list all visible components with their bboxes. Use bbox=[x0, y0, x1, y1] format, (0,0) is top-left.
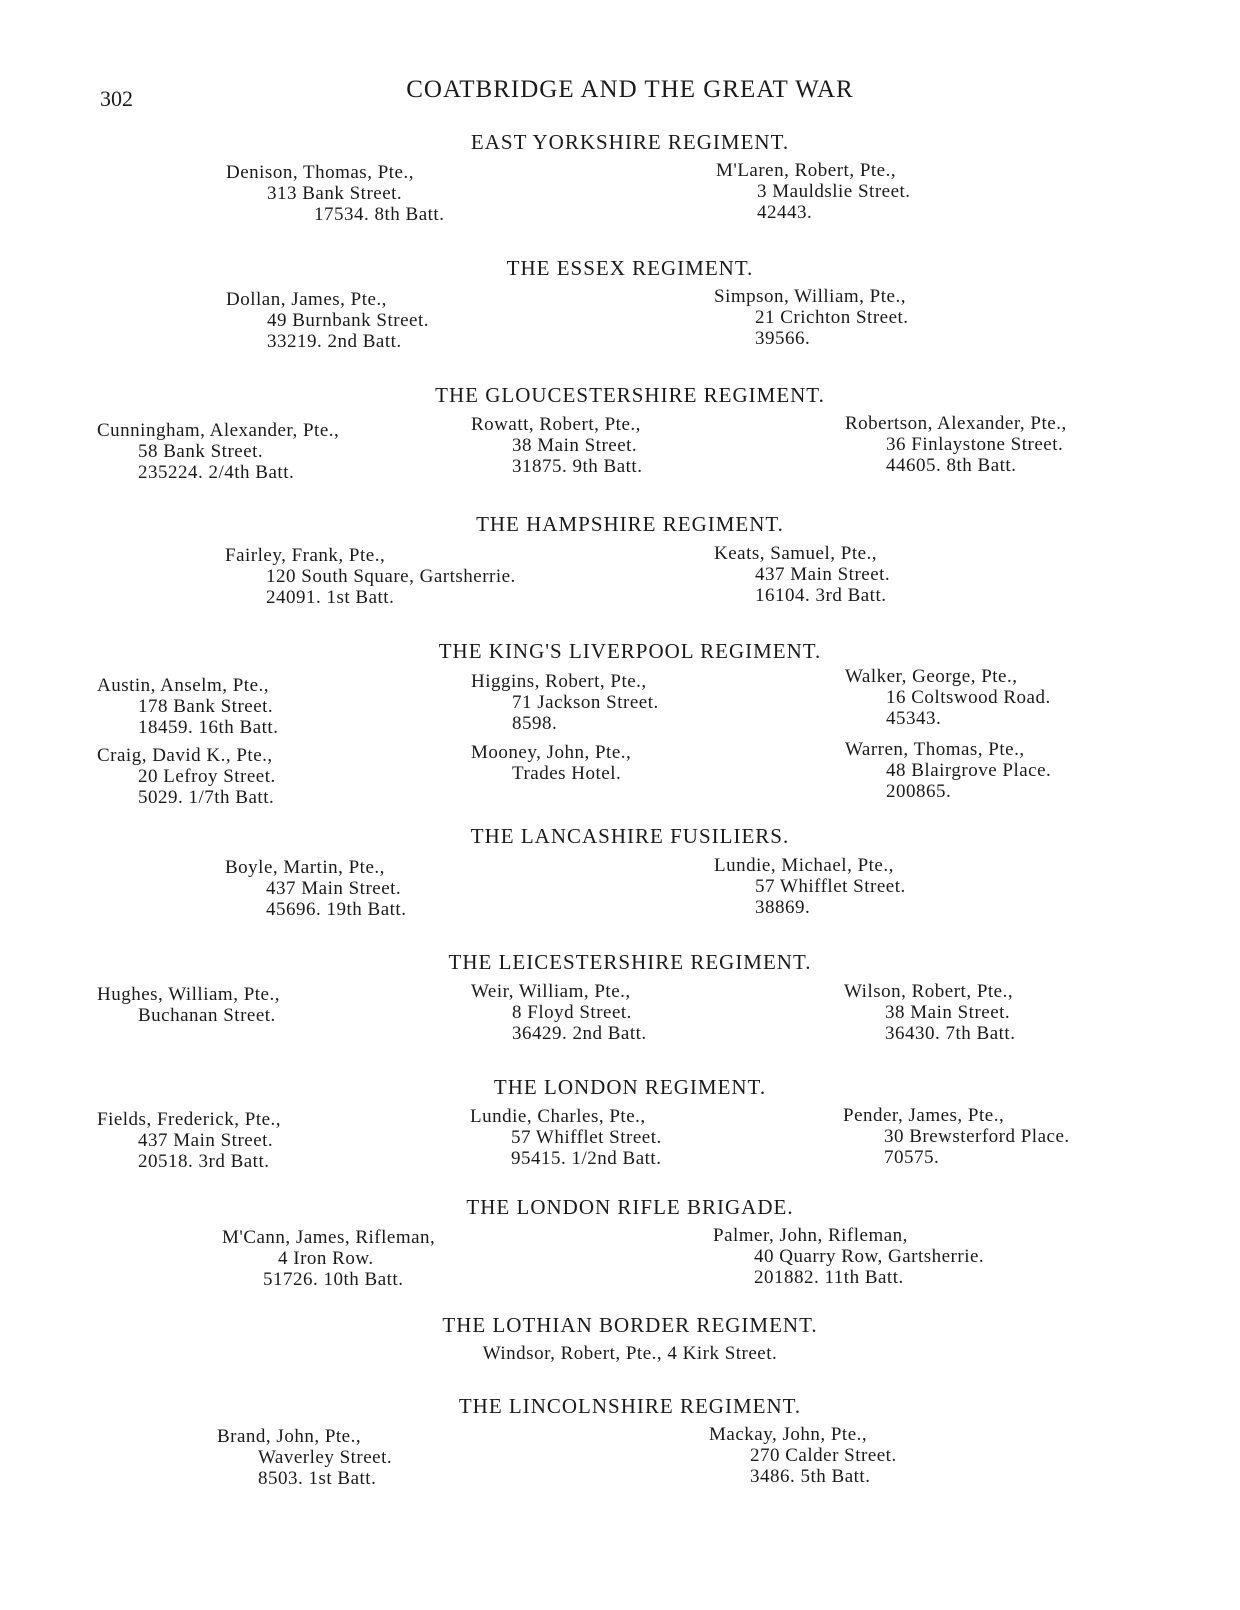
soldier-entry bbox=[226, 162, 444, 225]
soldier-name: Austin, Anselm, Pte., bbox=[97, 675, 270, 696]
soldier-service: 18459. 16th Batt. bbox=[138, 717, 279, 738]
regiment-heading: EAST YORKSHIRE REGIMENT. bbox=[470, 130, 790, 154]
soldier-address: 38 Main Street. bbox=[512, 435, 638, 456]
soldier-name: Higgins, Robert, Pte., bbox=[471, 671, 647, 692]
soldier-name: Keats, Samuel, Pte., bbox=[714, 543, 878, 564]
soldier-entry bbox=[845, 739, 1051, 802]
soldier-entry bbox=[97, 745, 276, 808]
soldier-name: Simpson, William, Pte., bbox=[714, 286, 906, 307]
soldier-service: 5029. 1/7th Batt. bbox=[138, 787, 275, 808]
soldier-entry bbox=[716, 160, 911, 223]
soldier-service: 235224. 2/4th Batt. bbox=[138, 462, 295, 483]
soldier-name: Lundie, Charles, Pte., bbox=[470, 1106, 646, 1127]
soldier-address: 30 Brewsterford Place. bbox=[884, 1126, 1070, 1147]
soldier-entry bbox=[471, 671, 659, 734]
soldier-address: 71 Jackson Street. bbox=[512, 692, 659, 713]
soldier-address: 3 Mauldslie Street. bbox=[757, 181, 911, 202]
soldier-entry bbox=[97, 1109, 281, 1172]
soldier-service: 44605. 8th Batt. bbox=[886, 455, 1017, 476]
soldier-address: Trades Hotel. bbox=[512, 763, 622, 784]
soldier-name: Robertson, Alexander, Pte., bbox=[845, 413, 1067, 434]
soldier-entry bbox=[217, 1426, 392, 1489]
regiment-heading: THE LINCOLNSHIRE REGIMENT. bbox=[458, 1394, 802, 1418]
soldier-name: Craig, David K., Pte., bbox=[97, 745, 273, 766]
soldier-entry bbox=[714, 286, 909, 349]
soldier-entry bbox=[225, 545, 516, 608]
soldier-service: 42443. bbox=[757, 202, 813, 223]
soldier-address: 437 Main Street. bbox=[266, 878, 402, 899]
soldier-address: 16 Coltswood Road. bbox=[886, 687, 1051, 708]
soldier-service: 45343. bbox=[886, 708, 942, 729]
soldier-entry bbox=[709, 1424, 897, 1487]
running-title: COATBRIDGE AND THE GREAT WAR bbox=[406, 76, 854, 103]
soldier-name: Fields, Frederick, Pte., bbox=[97, 1109, 282, 1130]
soldier-service: 20518. 3rd Batt. bbox=[138, 1151, 270, 1172]
soldier-name: M'Cann, James, Rifleman, bbox=[222, 1227, 436, 1248]
soldier-service: 36429. 2nd Batt. bbox=[512, 1023, 647, 1044]
soldier-service: 24091. 1st Batt. bbox=[266, 587, 395, 608]
soldier-entry bbox=[470, 1106, 662, 1169]
soldier-entry bbox=[97, 675, 278, 738]
regiment-heading: THE LANCASHIRE FUSILIERS. bbox=[470, 824, 790, 848]
soldier-entry bbox=[845, 666, 1051, 729]
regiment-heading: THE LONDON REGIMENT. bbox=[493, 1075, 767, 1099]
soldier-name: Dollan, James, Pte., bbox=[226, 289, 387, 310]
soldier-service: 201882. 11th Batt. bbox=[754, 1267, 904, 1288]
soldier-service: 8598. bbox=[512, 713, 558, 734]
soldier-service: 70575. bbox=[884, 1147, 940, 1168]
soldier-entry bbox=[471, 981, 647, 1044]
soldier-name: Pender, James, Pte., bbox=[843, 1105, 1005, 1126]
soldier-address: 120 South Square, Gartsherrie. bbox=[266, 566, 516, 587]
soldier-entry bbox=[714, 543, 890, 606]
soldier-service: 17534. 8th Batt. bbox=[314, 204, 445, 225]
soldier-service: 36430. 7th Batt. bbox=[885, 1023, 1016, 1044]
soldier-name: Brand, John, Pte., bbox=[217, 1426, 362, 1447]
soldier-service: 3486. 5th Batt. bbox=[750, 1466, 871, 1487]
soldier-service: 39566. bbox=[755, 328, 811, 349]
regiment-heading: THE KING'S LIVERPOOL REGIMENT. bbox=[438, 639, 822, 663]
soldier-service: 45696. 19th Batt. bbox=[266, 899, 407, 920]
soldier-entry bbox=[471, 414, 642, 477]
page-number: 302 bbox=[100, 86, 133, 111]
soldier-name: Denison, Thomas, Pte., bbox=[226, 162, 414, 183]
soldier-address: 49 Burnbank Street. bbox=[267, 310, 430, 331]
soldier-entry bbox=[225, 857, 406, 920]
soldier-service: 51726. 10th Batt. bbox=[263, 1269, 404, 1290]
soldier-service: 38869. bbox=[755, 897, 811, 918]
soldier-name: Fairley, Frank, Pte., bbox=[225, 545, 386, 566]
soldier-service: 8503. 1st Batt. bbox=[258, 1468, 377, 1489]
soldier-address: 4 Iron Row. bbox=[278, 1248, 374, 1269]
soldier-entry bbox=[845, 413, 1067, 476]
soldier-address: 437 Main Street. bbox=[138, 1130, 274, 1151]
soldier-address: 313 Bank Street. bbox=[267, 183, 403, 204]
regiment-heading: THE HAMPSHIRE REGIMENT. bbox=[476, 512, 784, 536]
regiment-heading: THE LONDON RIFLE BRIGADE. bbox=[466, 1195, 794, 1219]
soldier-entry bbox=[471, 742, 631, 784]
soldier-address: 58 Bank Street. bbox=[138, 441, 264, 462]
regiment-heading: THE LEICESTERSHIRE REGIMENT. bbox=[448, 950, 812, 974]
soldier-name: Wilson, Robert, Pte., bbox=[844, 981, 1014, 1002]
soldier-entry bbox=[843, 1105, 1070, 1168]
soldier-address: 38 Main Street. bbox=[885, 1002, 1011, 1023]
soldier-entry bbox=[714, 855, 906, 918]
soldier-address: 270 Calder Street. bbox=[750, 1445, 897, 1466]
soldier-address: 20 Lefroy Street. bbox=[138, 766, 276, 787]
soldier-name: Warren, Thomas, Pte., bbox=[845, 739, 1025, 760]
soldier-service: 16104. 3rd Batt. bbox=[755, 585, 887, 606]
soldier-entry bbox=[713, 1225, 984, 1288]
soldier-address: 57 Whifflet Street. bbox=[755, 876, 906, 897]
soldier-name: Lundie, Michael, Pte., bbox=[714, 855, 894, 876]
soldier-address: Waverley Street. bbox=[258, 1447, 393, 1468]
soldier-address: 48 Blairgrove Place. bbox=[886, 760, 1052, 781]
soldier-entry bbox=[97, 420, 339, 483]
soldier-entry bbox=[226, 289, 429, 352]
soldier-name: Palmer, John, Rifleman, bbox=[713, 1225, 908, 1246]
soldier-address: 57 Whifflet Street. bbox=[511, 1127, 662, 1148]
soldier-name: Rowatt, Robert, Pte., bbox=[471, 414, 641, 435]
soldier-entry bbox=[97, 984, 280, 1026]
soldier-service: 31875. 9th Batt. bbox=[512, 456, 643, 477]
soldier-address: 8 Floyd Street. bbox=[512, 1002, 632, 1023]
soldier-service: 95415. 1/2nd Batt. bbox=[511, 1148, 662, 1169]
soldier-entry bbox=[844, 981, 1015, 1044]
soldier-address: 178 Bank Street. bbox=[138, 696, 274, 717]
soldier-name: M'Laren, Robert, Pte., bbox=[716, 160, 897, 181]
soldier-name: Hughes, William, Pte., bbox=[97, 984, 280, 1005]
soldier-name: Weir, William, Pte., bbox=[471, 981, 631, 1002]
soldier-name: Mooney, John, Pte., bbox=[471, 742, 632, 763]
soldier-service: 200865. bbox=[886, 781, 952, 802]
soldier-address: Buchanan Street. bbox=[138, 1005, 276, 1026]
soldier-name: Boyle, Martin, Pte., bbox=[225, 857, 385, 878]
regiment-heading: THE ESSEX REGIMENT. bbox=[506, 256, 754, 280]
regiment-heading: THE GLOUCESTERSHIRE REGIMENT. bbox=[435, 383, 825, 407]
soldier-address: 437 Main Street. bbox=[755, 564, 891, 585]
soldier-name: Cunningham, Alexander, Pte., bbox=[97, 420, 340, 441]
soldier-name: Mackay, John, Pte., bbox=[709, 1424, 868, 1445]
soldier-address: 36 Finlaystone Street. bbox=[886, 434, 1064, 455]
soldier-address: 40 Quarry Row, Gartsherrie. bbox=[754, 1246, 985, 1267]
soldier-address: 21 Crichton Street. bbox=[755, 307, 909, 328]
soldier-entry bbox=[222, 1227, 435, 1290]
soldier-service: 33219. 2nd Batt. bbox=[267, 331, 402, 352]
soldier-name: Walker, George, Pte., bbox=[845, 666, 1018, 687]
soldier-entry-single: Windsor, Robert, Pte., 4 Kirk Street. bbox=[482, 1343, 778, 1364]
regiment-heading: THE LOTHIAN BORDER REGIMENT. bbox=[442, 1313, 818, 1337]
